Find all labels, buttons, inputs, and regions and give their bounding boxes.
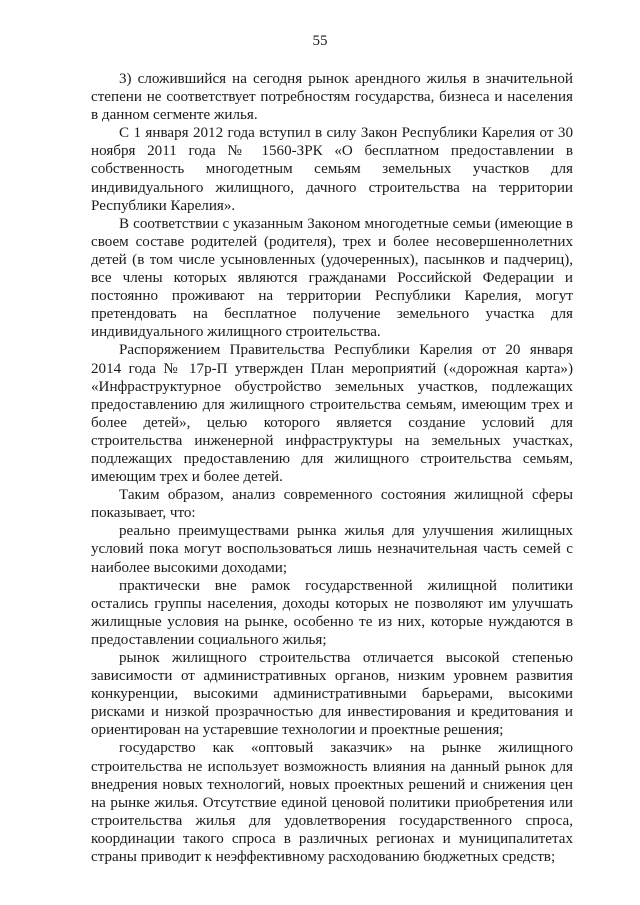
- paragraph-state-customer: государство как «оптовый заказчик» на рынке жилищного строительства не использует возможность влияния на данный рынок для внедрения новых технологий, новых проектных решений и снижения цен на рынке жилья. Отсутствие единой ценовой политики приобретения или строительства жилья для удовлетворения государственного спроса, координации такого спроса в различных регионах и муниципалитетах страны приводит к неэффективному расходованию бюджетных средств;: [91, 740, 573, 866]
- paragraph-analysis-intro: Таким образом, анализ современного состояния жилищной сферы показывает, что:: [91, 487, 573, 522]
- paragraph-rental-market: 3) сложившийся на сегодня рынок арендного жилья в значительной степени не соответствует потребностям государства, бизнеса и населения в данном сегменте жилья.: [91, 71, 573, 124]
- paragraph-excluded-groups: практически вне рамок государственной жилищной политики остались группы населения, доходы которых не позволяют им улучшать жилищные условия на рынке, особенно те из них, которые нуждаются в предоставлении социального жилья;: [91, 577, 573, 648]
- paragraph-large-families: В соответствии с указанным Законом многодетные семьи (имеющие в своем составе родителей (родителя), трех и более несовершеннолетних детей (в том числе усыновленных (удочеренных), пасынков и падчериц), все члены которых являются гражданами Российской Федерации и постоянно проживают на территории Республики Карелия, могут претендовать на бесплатное получение земельного участка для индивидуального жилищного строительства.: [91, 215, 573, 341]
- page-number: 55: [312, 33, 328, 49]
- paragraph-construction-market: рынок жилищного строительства отличается высокой степенью зависимости от административных органов, низким уровнем развития конкуренции, высокими административными барьерами, высокими рисками и низкой прозрачностью для инвестирования и кредитования и ориентирован на устаревшие технологии и проектные решения;: [91, 650, 573, 739]
- paragraph-government-order: Распоряжением Правительства Республики Карелия от 20 января 2014 года № 17р-П утвержден План мероприятий («дорожная карта») «Инфраструктурное обустройство земельных участков, подлежащих предоставлению для жилищного строительства семьям, имеющим трех и более детей», целью которого является создание условий для строительства инженерной инфраструктуры на земельных участках, подлежащих предоставлению для жилищного строительства семьям, имеющим трех и более детей.: [91, 342, 573, 486]
- paragraph-karelia-law: С 1 января 2012 года вступил в силу Закон Республики Карелия от 30 ноября 2011 года № 1560-ЗРК «О бесплатном предоставлении в собственность многодетным семьям земельных участков для индивидуального жилищного, дачного строительства на территории Республики Карелия».: [91, 125, 573, 214]
- document-body: [91, 70, 573, 866]
- paragraph-market-advantages: реально преимуществами рынка жилья для улучшения жилищных условий пока могут воспользоваться лишь незначительная часть семей с наиболее высокими доходами;: [91, 523, 573, 576]
